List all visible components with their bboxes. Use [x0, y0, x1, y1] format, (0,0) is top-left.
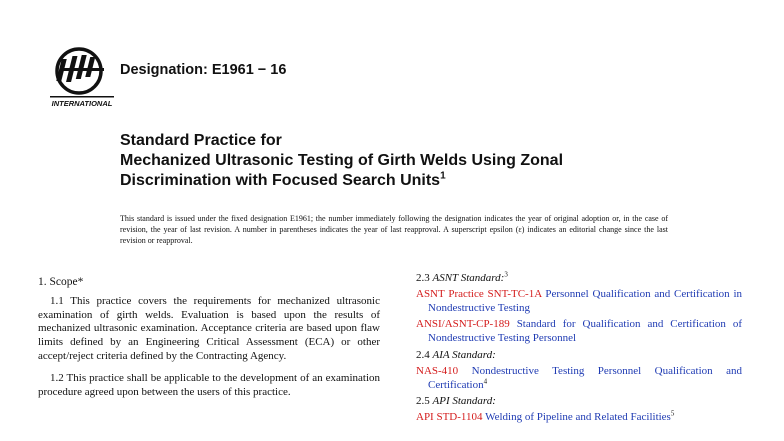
footnote-mark: 3	[504, 270, 508, 279]
reference-title-link[interactable]: Personnel Qualification and Certification in Nondestructive Testing	[428, 287, 743, 314]
left-column	[38, 276, 380, 407]
section-number: 2.3	[416, 272, 430, 284]
section-number: 2.4	[416, 348, 430, 361]
paragraph-1-2: 1.2 This practice shall be applicable to the development of an examination procedure agreed upon between the users of this practice.	[38, 371, 380, 398]
section-2-3-heading	[416, 272, 742, 286]
title-footnote-mark: 1	[440, 170, 446, 182]
astm-logo	[46, 46, 116, 108]
reference-code-link[interactable]: ANSI/ASNT-CP-189	[416, 318, 510, 331]
section-title: API Standard:	[432, 395, 496, 408]
reference-code-link[interactable]: API STD-1104	[416, 411, 483, 424]
reference-title-link[interactable]: Welding of Pipeline and Related Facilities	[485, 411, 671, 424]
section-2-4-heading	[416, 349, 742, 363]
title-line-3	[120, 171, 563, 191]
reference-ansi-asnt-cp-189	[416, 318, 742, 346]
document-title	[120, 131, 563, 191]
title-line-3-text: Discrimination with Focused Search Units	[120, 172, 441, 189]
reference-asnt-snt-tc-1a	[416, 288, 742, 316]
designation: Designation: E1961 − 16	[120, 62, 287, 78]
paragraph-1-1: 1.1 This practice covers the requirements for mechanized ultrasonic examination of girth welds. Evaluation is based upon the results of mechanized ultrasonic examination. Acceptance criteria are based upon flaw limits defined by an Engineering Critical Assessment (ECA) or other accept/reject criteria defined by the Contracting Agency.	[38, 294, 380, 362]
title-line-2: Mechanized Ultrasonic Testing of Girth Welds Using Zonal	[120, 152, 564, 169]
reference-nas-410	[416, 365, 742, 393]
right-column	[416, 272, 742, 428]
footnote-mark: 4	[483, 376, 488, 385]
section-scope-heading: 1. Scope*	[38, 276, 84, 288]
section-number: 2.5	[416, 395, 430, 408]
reference-code-link[interactable]: ASNT Practice SNT-TC-1A	[416, 287, 542, 300]
reference-api-std-1104	[416, 411, 742, 425]
title-line-1: Standard Practice for	[120, 132, 282, 149]
reference-title-link[interactable]: Standard for Qualification and Certification of Nondestructive Testing Personnel	[428, 318, 742, 345]
reference-code-link[interactable]: NAS-410	[416, 364, 459, 377]
section-title: AIA Standard:	[432, 348, 496, 361]
svg-text:INTERNATIONAL: INTERNATIONAL	[51, 99, 113, 108]
reference-title-link[interactable]: Nondestructive Testing Personnel Qualification and Certification	[428, 364, 743, 391]
footnote-mark: 5	[670, 409, 675, 418]
section-title: ASNT Standard:	[432, 272, 505, 284]
section-2-5-heading	[416, 395, 742, 409]
issuance-notice: This standard is issued under the fixed designation E1961; the number immediately following the designation indicates the year of original adoption or, in the case of revision, the year of last revision. A number in parentheses indicates the year of last reapproval. A superscript epsilon (ε) indicates an editorial change since the last revision or reapproval.	[120, 214, 668, 246]
